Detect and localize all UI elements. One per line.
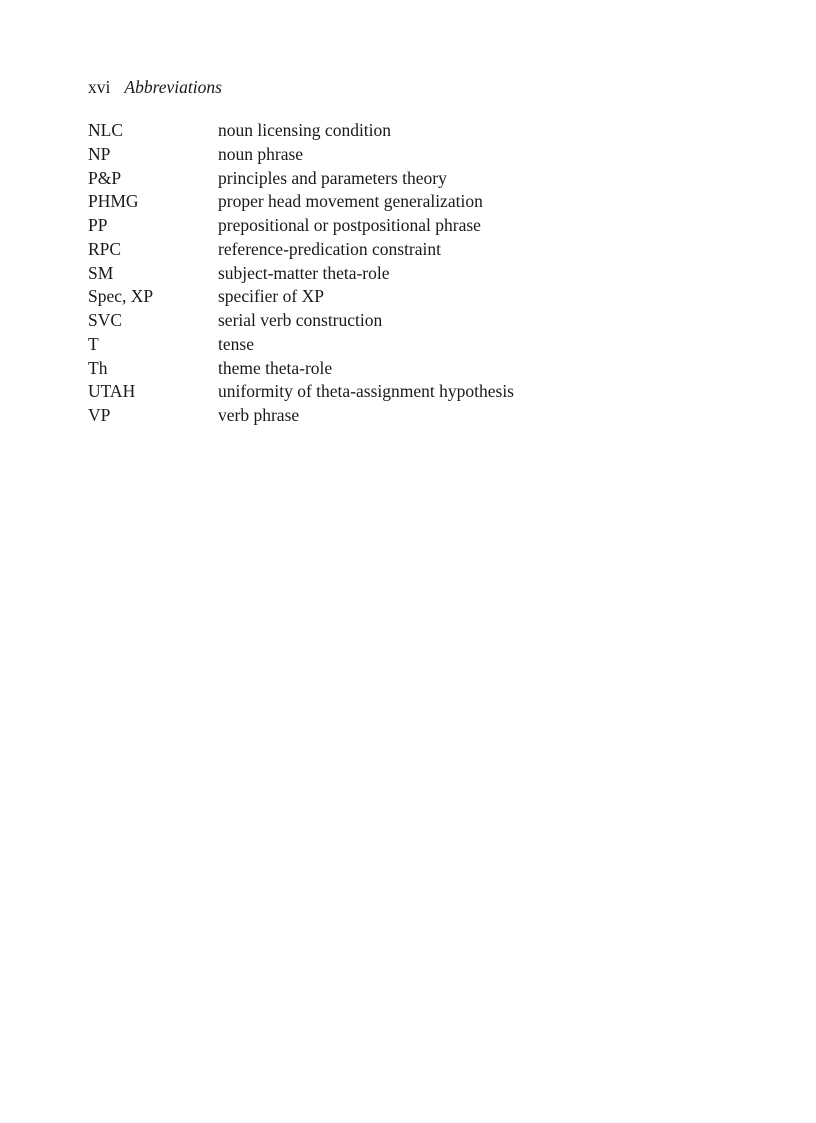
abbreviation-row (88, 333, 648, 357)
abbreviation-row (88, 404, 648, 428)
abbreviation-definition: noun licensing condition (218, 120, 392, 140)
abbreviation-term: SVC (88, 310, 123, 330)
abbreviation-row (88, 167, 648, 191)
abbreviation-term: NLC (88, 120, 123, 140)
abbreviation-row (88, 119, 648, 143)
abbreviation-definition: proper head movement generalization (218, 191, 483, 212)
abbreviation-definition: reference-predication constraint (218, 238, 441, 259)
abbreviation-definition: principles and parameters theory (218, 167, 447, 188)
page-number: xvi (88, 77, 111, 97)
section-title: Abbreviations (124, 77, 222, 97)
abbreviation-row (88, 380, 648, 404)
running-head (88, 76, 222, 98)
abbreviation-term: P&P (88, 167, 122, 188)
abbreviation-row (88, 238, 648, 262)
abbreviation-term: Th (88, 357, 108, 378)
abbreviation-term: T (88, 333, 99, 354)
abbreviation-term: UTAH (88, 381, 136, 402)
abbreviation-definition: serial verb construction (218, 310, 383, 330)
abbreviation-definition: uniformity of theta-assignment hypothesis (218, 381, 514, 402)
abbreviation-term: SM (88, 262, 114, 283)
abbreviation-row (88, 190, 648, 214)
abbreviation-term: VP (88, 405, 111, 425)
abbreviation-row (88, 214, 648, 238)
abbreviation-definition: verb phrase (218, 405, 300, 425)
abbreviation-list (88, 119, 648, 428)
abbreviation-row (88, 285, 648, 309)
abbreviation-term: Spec, XP (88, 286, 154, 307)
abbreviation-definition: tense (218, 333, 254, 354)
abbreviation-definition: specifier of XP (218, 286, 324, 307)
abbreviation-term: NP (88, 143, 111, 164)
abbreviation-definition: subject-matter theta-role (218, 262, 390, 283)
abbreviation-term: RPC (88, 238, 122, 259)
abbreviation-definition: theme theta-role (218, 357, 333, 378)
abbreviation-row (88, 357, 648, 381)
abbreviation-row (88, 309, 648, 333)
abbreviation-row (88, 143, 648, 167)
abbreviation-definition: prepositional or postpositional phrase (218, 215, 481, 235)
abbreviation-row (88, 262, 648, 286)
abbreviation-term: PHMG (88, 191, 139, 212)
abbreviation-definition: noun phrase (218, 143, 304, 164)
abbreviation-term: PP (88, 215, 108, 235)
